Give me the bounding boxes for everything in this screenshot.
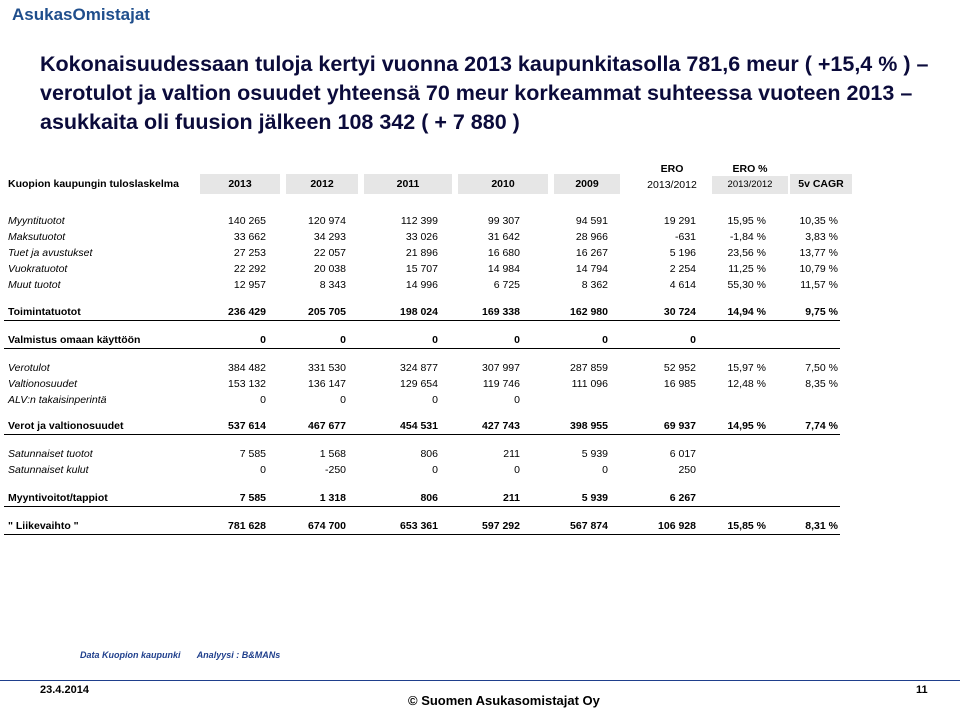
table-row (0, 245, 960, 261)
row-value: 0 (602, 464, 608, 476)
row-value: 324 877 (400, 362, 438, 374)
analysis-text: Analyysi : B&MANs (196, 650, 281, 660)
row-value: 1 568 (319, 448, 346, 460)
page-number: 11 (916, 684, 928, 696)
row-value: 10,79 % (799, 263, 838, 275)
row-value: 0 (514, 394, 520, 406)
row-value: 140 265 (228, 215, 266, 227)
row-value: 8 343 (319, 279, 346, 291)
row-value: 11,25 % (728, 263, 766, 275)
footer-rule (0, 680, 960, 681)
col-header-ero: ERO (660, 163, 684, 175)
row-value: -250 (324, 464, 346, 476)
row-value: 674 700 (308, 520, 346, 532)
row-value: 0 (260, 394, 266, 406)
row-value: 34 293 (313, 231, 346, 243)
row-label: Myyntivoitot/tappiot (8, 492, 108, 504)
row-value (776, 446, 838, 462)
row-value: -1,84 % (729, 231, 766, 243)
row-value: 7,74 % (805, 420, 838, 432)
row-value: 653 361 (400, 520, 438, 532)
row-value: 10,35 % (799, 215, 838, 227)
row-value: 454 531 (400, 420, 438, 432)
row-value (706, 332, 766, 348)
row-value: 0 (340, 334, 346, 346)
row-value: 8,35 % (805, 378, 838, 390)
col-header-ero-pct-sub: 2013/2012 (712, 176, 788, 194)
row-value: 0 (432, 394, 438, 406)
row-value: -631 (674, 231, 696, 243)
table-row (0, 229, 960, 245)
row-label: " Liikevaihto " (8, 520, 79, 532)
row-label: Toimintatuotot (8, 306, 81, 318)
row-value: 9,75 % (805, 306, 838, 318)
row-value: 567 874 (570, 520, 608, 532)
table-row (0, 261, 960, 277)
row-value: 15 707 (405, 263, 438, 275)
row-value: 136 147 (308, 378, 346, 390)
row-underline (4, 506, 840, 507)
row-value: 94 591 (575, 215, 608, 227)
row-value: 11,57 % (800, 279, 838, 291)
row-value: 22 057 (313, 247, 346, 259)
title-line-1: Kokonaisuudessaan tuloja kertyi vuonna 2013 kaupunkitasolla 781,6 meur ( +15,4 % ) – (40, 52, 929, 76)
row-value: 6 017 (669, 448, 696, 460)
table-row (0, 213, 960, 229)
row-value: 8,31 % (805, 520, 838, 532)
table-row (0, 304, 960, 320)
row-label: Satunnaiset kulut (8, 464, 89, 476)
title-line-3: asukkaita oli fuusion jälkeen 108 342 ( + 7 880 ) (40, 110, 520, 134)
row-value: 13,77 % (799, 247, 838, 259)
row-value: 14 984 (487, 263, 520, 275)
row-value: 806 (420, 448, 438, 460)
row-value: 0 (602, 334, 608, 346)
row-value: 16 985 (663, 378, 696, 390)
row-value: 169 338 (482, 306, 520, 318)
col-header-ero-sub: 2013/2012 (647, 179, 697, 191)
row-value: 119 746 (482, 378, 520, 390)
row-value: 6 725 (493, 279, 520, 291)
row-value: 23,56 % (727, 247, 766, 259)
row-underline (4, 348, 840, 349)
row-value: 52 952 (663, 362, 696, 374)
row-value: 153 132 (228, 378, 266, 390)
table-row (0, 392, 960, 408)
row-value: 0 (690, 334, 696, 346)
col-header-2011: 2011 (364, 174, 452, 194)
row-value (776, 462, 838, 478)
row-value: 14,94 % (727, 306, 766, 318)
row-label: Verotulot (8, 362, 50, 374)
row-value: 211 (503, 448, 520, 460)
row-value: 198 024 (400, 306, 438, 318)
row-underline (4, 534, 840, 535)
row-value: 106 928 (658, 520, 696, 532)
row-value: 2 254 (669, 263, 696, 275)
row-value: 16 680 (487, 247, 520, 259)
row-value: 307 997 (482, 362, 520, 374)
row-value: 7 585 (239, 448, 266, 460)
row-value: 14 996 (405, 279, 438, 291)
row-value: 7,50 % (805, 362, 838, 374)
row-label: Valmistus omaan käyttöön (8, 334, 141, 346)
brand-logo: AsukasOmistajat (12, 5, 150, 24)
row-value: 467 677 (308, 420, 346, 432)
col-header-2009: 2009 (554, 174, 620, 194)
row-value: 205 705 (308, 306, 346, 318)
row-value (628, 392, 696, 408)
row-value: 0 (260, 464, 266, 476)
footer-source (80, 650, 294, 660)
table-row (0, 376, 960, 392)
row-value: 111 096 (571, 378, 608, 390)
row-label: ALV:n takaisinperintä (8, 394, 107, 406)
row-value (776, 332, 838, 348)
row-value: 384 482 (228, 362, 266, 374)
row-value: 537 614 (228, 420, 266, 432)
col-header-2013: 2013 (200, 174, 280, 194)
table-label-header: Kuopion kaupungin tuloslaskelma (8, 178, 179, 190)
row-value: 33 026 (405, 231, 438, 243)
row-value: 331 530 (308, 362, 346, 374)
row-label: Valtionosuudet (8, 378, 78, 390)
row-value: 0 (340, 394, 346, 406)
title-line-2: verotulot ja valtion osuudet yhteensä 70 meur korkeammat suhteessa vuoteen 2013 – (40, 81, 913, 105)
col-header-ero-pct: ERO % (732, 163, 768, 175)
table-row (0, 332, 960, 348)
col-header-2010: 2010 (458, 174, 548, 194)
row-label: Muut tuotot (8, 279, 61, 291)
row-label: Myyntituotot (8, 215, 65, 227)
row-value (776, 392, 838, 408)
table-row (0, 277, 960, 293)
row-value: 597 292 (482, 520, 520, 532)
row-value: 15,95 % (727, 215, 766, 227)
footer-copyright: © Suomen Asukasomistajat Oy (408, 693, 600, 708)
row-value: 162 980 (570, 306, 608, 318)
row-value: 427 743 (482, 420, 520, 432)
row-value: 0 (514, 464, 520, 476)
row-value: 120 974 (308, 215, 346, 227)
row-value: 287 859 (570, 362, 608, 374)
row-value: 0 (432, 334, 438, 346)
row-value: 1 318 (319, 492, 346, 504)
row-value: 112 399 (400, 215, 438, 227)
row-value (706, 392, 766, 408)
table-row (0, 418, 960, 434)
row-label: Verot ja valtionosuudet (8, 420, 124, 432)
row-label: Satunnaiset tuotot (8, 448, 93, 460)
row-value: 781 628 (228, 520, 266, 532)
row-value (540, 392, 608, 408)
table-row (0, 518, 960, 534)
row-value: 20 038 (313, 263, 346, 275)
table-row (0, 490, 960, 506)
row-value: 21 896 (405, 247, 438, 259)
row-value: 5 939 (581, 448, 608, 460)
row-value: 12,48 % (727, 378, 766, 390)
row-value: 15,97 % (727, 362, 766, 374)
row-label: Maksutuotot (8, 231, 66, 243)
row-value: 28 966 (575, 231, 608, 243)
row-underline (4, 434, 840, 435)
row-value: 30 724 (663, 306, 696, 318)
row-value: 55,30 % (727, 279, 766, 291)
row-value: 14,95 % (727, 420, 766, 432)
row-value: 12 957 (233, 279, 266, 291)
row-value: 250 (678, 464, 696, 476)
row-value: 31 642 (487, 231, 520, 243)
table-row (0, 446, 960, 462)
row-value: 3,83 % (805, 231, 838, 243)
row-label: Tuet ja avustukset (8, 247, 93, 259)
row-value: 99 307 (487, 215, 520, 227)
row-value: 33 662 (233, 231, 266, 243)
row-value (776, 490, 838, 506)
row-value: 8 362 (581, 279, 608, 291)
row-value (706, 446, 766, 462)
row-value: 22 292 (233, 263, 266, 275)
row-underline (4, 320, 840, 321)
source-text: Data Kuopion kaupunki (80, 650, 181, 660)
row-value: 5 939 (581, 492, 608, 504)
table-row (0, 462, 960, 478)
row-value: 0 (514, 334, 520, 346)
row-value: 4 614 (669, 279, 696, 291)
row-value: 7 585 (239, 492, 266, 504)
row-value (706, 490, 766, 506)
row-value: 0 (432, 464, 438, 476)
row-value: 129 654 (400, 378, 438, 390)
row-value: 14 794 (575, 263, 608, 275)
row-value: 16 267 (575, 247, 608, 259)
footer-date: 23.4.2014 (40, 684, 89, 696)
row-value: 15,85 % (727, 520, 766, 532)
row-value: 5 196 (669, 247, 696, 259)
row-value: 211 (503, 492, 520, 504)
row-value: 27 253 (233, 247, 266, 259)
table-row (0, 360, 960, 376)
row-value: 398 955 (570, 420, 608, 432)
row-label: Vuokratuotot (8, 263, 68, 275)
row-value: 69 937 (663, 420, 696, 432)
row-value: 19 291 (663, 215, 696, 227)
row-value: 236 429 (228, 306, 266, 318)
col-header-cagr: 5v CAGR (790, 174, 852, 194)
row-value: 806 (420, 492, 438, 504)
row-value (706, 462, 766, 478)
col-header-2012: 2012 (286, 174, 358, 194)
row-value: 6 267 (669, 492, 696, 504)
row-value: 0 (260, 334, 266, 346)
